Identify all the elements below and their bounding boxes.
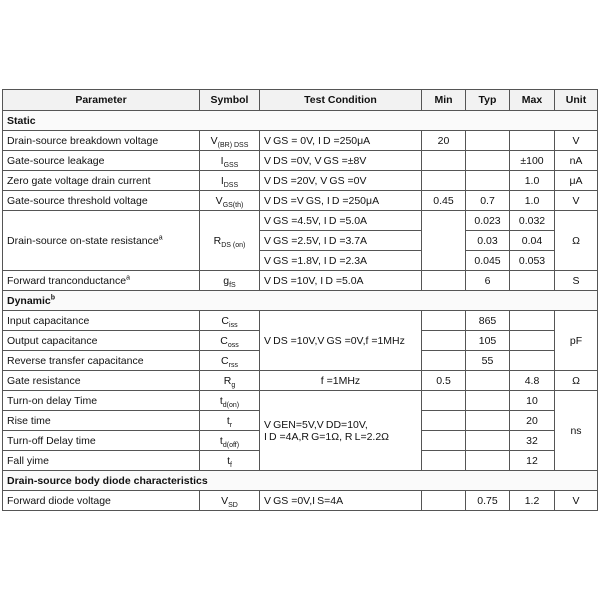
- unit-cell: V: [555, 131, 598, 151]
- condition-cell: V GS = 0V, I D =250μA: [260, 131, 422, 151]
- symbol-cell: $C_{iss}$: [200, 311, 260, 331]
- max-cell: 12: [510, 451, 555, 471]
- condition-cell: V DS =20V, V GS =0V: [260, 171, 422, 191]
- condition-cell: V DS =10V, I D =5.0A: [260, 271, 422, 291]
- min-cell: 0.5: [422, 371, 466, 391]
- unit-cell: Ω: [555, 371, 598, 391]
- typ-cell: 0.023: [466, 211, 510, 231]
- symbol-cell: $R_{DS (on)}$: [200, 211, 260, 271]
- unit-cell: pF: [555, 311, 598, 371]
- typ-cell: 0.7: [466, 191, 510, 211]
- max-cell: 1.2: [510, 491, 555, 511]
- symbol-cell: $t_{d(on)}$: [200, 391, 260, 411]
- unit-cell: V: [555, 191, 598, 211]
- section-diode: Drain-source body diode characteristics: [3, 471, 598, 491]
- max-cell: 10: [510, 391, 555, 411]
- param-cell: Input capacitance: [3, 311, 200, 331]
- param-cell: Rise time: [3, 411, 200, 431]
- typ-cell: [466, 371, 510, 391]
- symbol-cell: $C_{oss}$: [200, 331, 260, 351]
- max-cell: 4.8: [510, 371, 555, 391]
- section-static: Static: [3, 111, 598, 131]
- unit-cell: V: [555, 491, 598, 511]
- table-row: [3, 391, 598, 411]
- symbol-cell: $V_{GS(th)}$: [200, 191, 260, 211]
- table-row: [3, 271, 598, 291]
- typ-cell: [466, 431, 510, 451]
- unit-cell: μA: [555, 171, 598, 191]
- symbol-cell: $V_{SD}$: [200, 491, 260, 511]
- min-cell: [422, 391, 466, 411]
- condition-cell: V DS =10V,V GS =0V,f =1MHz: [260, 311, 422, 371]
- max-cell: [510, 311, 555, 331]
- typ-cell: [466, 451, 510, 471]
- symbol-cell: $V_{(BR) DSS}$: [200, 131, 260, 151]
- max-cell: ±100: [510, 151, 555, 171]
- max-cell: [510, 271, 555, 291]
- param-cell: Forward tranconductance$^a$: [3, 271, 200, 291]
- symbol-cell: $C_{rss}$: [200, 351, 260, 371]
- table-row: [3, 191, 598, 211]
- param-cell: Turn-on delay Time: [3, 391, 200, 411]
- unit-cell: nA: [555, 151, 598, 171]
- header-min: Min: [422, 90, 466, 111]
- typ-cell: 55: [466, 351, 510, 371]
- param-cell: Turn-off Delay time: [3, 431, 200, 451]
- min-cell: [422, 171, 466, 191]
- typ-cell: 6: [466, 271, 510, 291]
- unit-cell: ns: [555, 391, 598, 471]
- param-cell: Fall yime: [3, 451, 200, 471]
- max-cell: 1.0: [510, 171, 555, 191]
- header-max: Max: [510, 90, 555, 111]
- min-cell: 0.45: [422, 191, 466, 211]
- table-row: [3, 311, 598, 331]
- typ-cell: 0.75: [466, 491, 510, 511]
- max-cell: 0.032: [510, 211, 555, 231]
- condition-cell: V DS =0V, V GS =±8V: [260, 151, 422, 171]
- param-cell: Output capacitance: [3, 331, 200, 351]
- table-row: [3, 371, 598, 391]
- condition-cell: f =1MHz: [260, 371, 422, 391]
- min-cell: 20: [422, 131, 466, 151]
- table-row: [3, 491, 598, 511]
- param-cell: Gate resistance: [3, 371, 200, 391]
- header-unit: Unit: [555, 90, 598, 111]
- max-cell: 32: [510, 431, 555, 451]
- header-typ: Typ: [466, 90, 510, 111]
- condition-cell: V GEN=5V,V DD=10V, I D =4A,R G=1Ω, R L=2.2Ω: [260, 391, 422, 471]
- condition-cell: V GS =4.5V, I D =5.0A: [260, 211, 422, 231]
- symbol-cell: $g_{fS}$: [200, 271, 260, 291]
- typ-cell: [466, 151, 510, 171]
- max-cell: [510, 331, 555, 351]
- min-cell: [422, 151, 466, 171]
- symbol-cell: $t_r$: [200, 411, 260, 431]
- min-cell: [422, 411, 466, 431]
- max-cell: 1.0: [510, 191, 555, 211]
- section-row-diode: [3, 471, 598, 491]
- param-cell: Drain-source on-state resistance$^a$: [3, 211, 200, 271]
- min-cell: [422, 271, 466, 291]
- max-cell: 0.04: [510, 231, 555, 251]
- max-cell: [510, 351, 555, 371]
- param-cell: Drain-source breakdown voltage: [3, 131, 200, 151]
- header-test-condition: Test Condition: [260, 90, 422, 111]
- symbol-cell: $t_{d(off)}$: [200, 431, 260, 451]
- param-cell: Reverse transfer capacitance: [3, 351, 200, 371]
- max-cell: 20: [510, 411, 555, 431]
- param-cell: Gate-source threshold voltage: [3, 191, 200, 211]
- min-cell: [422, 491, 466, 511]
- electrical-characteristics-table: [2, 89, 598, 511]
- typ-cell: 865: [466, 311, 510, 331]
- typ-cell: [466, 411, 510, 431]
- min-cell: [422, 451, 466, 471]
- typ-cell: [466, 131, 510, 151]
- table-row: [3, 211, 598, 231]
- condition-cell: V GS =2.5V, I D =3.7A: [260, 231, 422, 251]
- min-cell: [422, 311, 466, 331]
- min-cell: [422, 211, 466, 271]
- symbol-cell: $I_{GSS}$: [200, 151, 260, 171]
- min-cell: [422, 351, 466, 371]
- condition-cell: V DS =V GS, I D =250μA: [260, 191, 422, 211]
- symbol-cell: $t_f$: [200, 451, 260, 471]
- symbol-cell: $R_g$: [200, 371, 260, 391]
- section-dynamic: Dynamic$^b$: [3, 291, 598, 311]
- unit-cell: Ω: [555, 211, 598, 271]
- max-cell: [510, 131, 555, 151]
- typ-cell: 105: [466, 331, 510, 351]
- section-row-static: [3, 111, 598, 131]
- table-row: [3, 131, 598, 151]
- unit-cell: S: [555, 271, 598, 291]
- typ-cell: 0.045: [466, 251, 510, 271]
- typ-cell: [466, 171, 510, 191]
- header-row: [3, 90, 598, 111]
- min-cell: [422, 431, 466, 451]
- condition-cell: V GS =0V,I S=4A: [260, 491, 422, 511]
- symbol-cell: $I_{DSS}$: [200, 171, 260, 191]
- param-cell: Zero gate voltage drain current: [3, 171, 200, 191]
- max-cell: 0.053: [510, 251, 555, 271]
- table-row: [3, 151, 598, 171]
- section-row-dynamic: [3, 291, 598, 311]
- table-row: [3, 171, 598, 191]
- min-cell: [422, 331, 466, 351]
- condition-cell: V GS =1.8V, I D =2.3A: [260, 251, 422, 271]
- param-cell: Gate-source leakage: [3, 151, 200, 171]
- typ-cell: [466, 391, 510, 411]
- header-parameter: Parameter: [3, 90, 200, 111]
- typ-cell: 0.03: [466, 231, 510, 251]
- header-symbol: Symbol: [200, 90, 260, 111]
- param-cell: Forward diode voltage: [3, 491, 200, 511]
